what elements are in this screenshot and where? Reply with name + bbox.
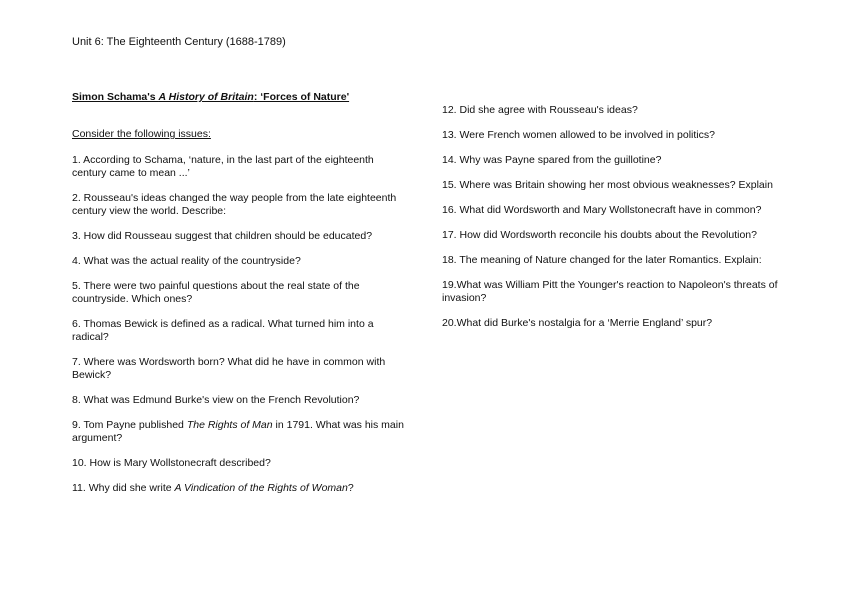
question-14: 14. Why was Payne spared from the guillotine? (442, 154, 662, 166)
question-13: 13. Were French women allowed to be involved in politics? (442, 129, 715, 141)
question-11 (72, 482, 407, 495)
heading-prefix: Simon Schama's (72, 91, 159, 103)
question-10: 10. How is Mary Wollstonecraft described? (72, 457, 271, 469)
question-17: 17. How did Wordsworth reconcile his doubts about the Revolution? (442, 229, 757, 241)
question-9 (72, 419, 407, 445)
question-16: 16. What did Wordsworth and Mary Wollstonecraft have in common? (442, 204, 762, 216)
question-9-book-title: The Rights of Man (186, 419, 273, 431)
question-11-text-after: ? (347, 482, 354, 494)
question-3: 3. How did Rousseau suggest that children should be educated? (72, 230, 373, 242)
question-9-text-after: in 1791. What was his main argument? (72, 419, 404, 444)
question-7: 7. Where was Wordsworth born? What did he have in common with Bewick? (72, 356, 386, 381)
question-5: 5. There were two painful questions about the real state of the countryside. Which ones? (72, 280, 360, 305)
document-heading (72, 91, 349, 104)
heading-book-title: A History of Britain (158, 91, 254, 103)
question-6: 6. Thomas Bewick is defined as a radical. What turned him into a radical? (72, 318, 374, 343)
question-2: 2. Rousseau's ideas changed the way people from the late eighteenth century view the world. Describe: (72, 192, 397, 217)
question-11-text-before: 11. Why did she write (72, 482, 175, 494)
question-15: 15. Where was Britain showing her most obvious weaknesses? Explain (442, 179, 773, 191)
question-8: 8. What was Edmund Burke's view on the French Revolution? (72, 394, 360, 406)
questions-right-column (442, 104, 787, 342)
question-12: 12. Did she agree with Rousseau's ideas? (442, 104, 638, 116)
question-18: 18. The meaning of Nature changed for the later Romantics. Explain: (442, 254, 762, 266)
questions-left-column (72, 154, 407, 507)
question-4: 4. What was the actual reality of the countryside? (72, 255, 301, 267)
question-20: 20.What did Burke's nostalgia for a ‘Merrie England’ spur? (442, 317, 713, 329)
unit-title: Unit 6: The Eighteenth Century (1688-1789) (72, 36, 286, 48)
question-11-book-title: A Vindication of the Rights of Woman (174, 482, 348, 494)
question-19: 19.What was William Pitt the Younger's reaction to Napoleon's threats of invasion? (442, 279, 778, 304)
question-1: 1. According to Schama, ‘nature, in the last part of the eighteenth century came to mean ...’ (72, 154, 374, 179)
question-9-text-before: 9. Tom Payne published (72, 419, 187, 431)
heading-suffix: : ‘Forces of Nature' (253, 91, 350, 103)
issues-heading: Consider the following issues: (72, 128, 211, 140)
